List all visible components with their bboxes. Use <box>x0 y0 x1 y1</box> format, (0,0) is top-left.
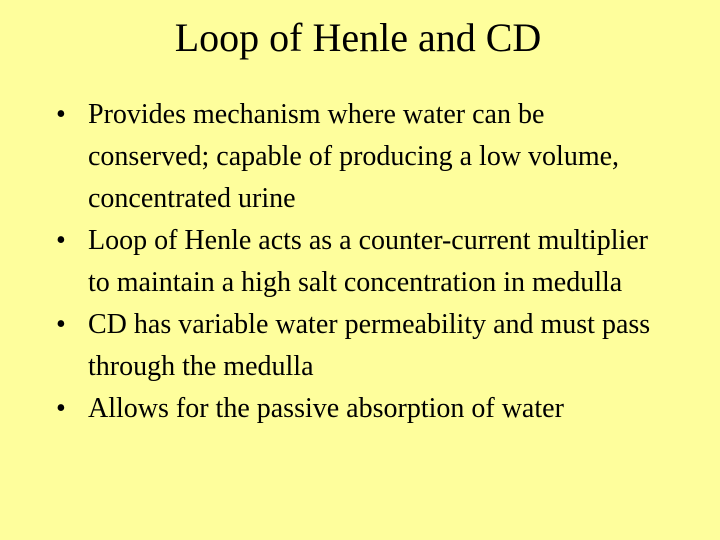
bullet-icon: • <box>56 225 66 256</box>
bullet-icon: • <box>56 393 66 424</box>
bullet-item <box>56 304 656 388</box>
bullet-item <box>56 388 656 430</box>
bullet-text: Loop of Henle acts as a counter-current multiplier to maintain a high salt concentration in medulla <box>88 225 648 298</box>
bullet-text: Provides mechanism where water can be conserved; capable of producing a low volume, concentrated urine <box>88 99 620 214</box>
bullet-text: CD has variable water permeability and must pass through the medulla <box>88 309 651 382</box>
bullet-item <box>56 220 656 304</box>
bullet-icon: • <box>56 99 66 130</box>
bullet-icon: • <box>56 309 66 340</box>
slide-title: Loop of Henle and CD <box>174 15 542 60</box>
bullet-item <box>56 94 656 220</box>
bullet-list <box>56 94 656 430</box>
bullet-text: Allows for the passive absorption of water <box>88 393 564 424</box>
